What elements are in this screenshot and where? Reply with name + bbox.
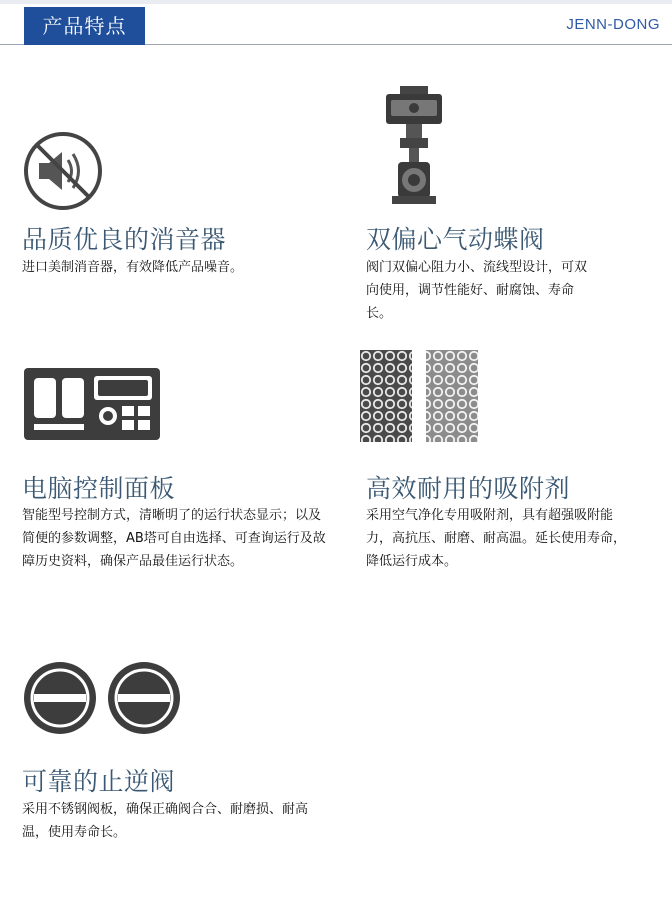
adsorbent-pattern-icon <box>360 350 480 442</box>
section-title-tab: 产品特点 <box>24 7 145 45</box>
header-top-strip <box>0 0 672 4</box>
brand-logo-text: JENN-DONG <box>566 16 660 33</box>
feature-title: 品质优良的消音器 <box>22 225 227 254</box>
check-valve-icon <box>22 660 182 736</box>
feature-description: 阀门双偏心阻力小、流线型设计，可双向使用，调节性能好、耐腐蚀、寿命长。 <box>366 260 588 321</box>
feature-description: 进口美制消音器，有效降低产品噪音。 <box>22 260 244 275</box>
feature-description: 采用空气净化专用吸附剂，具有超强吸附能力，高抗压、耐磨、耐高温。延长使用寿命，降低运行成本。 <box>366 508 627 569</box>
muted-speaker-icon <box>22 130 104 212</box>
feature-description: 智能型号控制方式，清晰明了的运行状态显示；以及简便的参数调整，AB塔可自由选择、可查询运行及故障历史资料，确保产品最佳运行状态。 <box>22 508 326 569</box>
feature-title: 高效耐用的吸附剂 <box>366 474 571 503</box>
feature-title: 可靠的止逆阀 <box>22 767 176 796</box>
control-panel-icon <box>24 368 160 440</box>
feature-description: 采用不锈钢阀板，确保正确阀合合、耐磨损、耐高温，使用寿命长。 <box>22 802 309 840</box>
feature-title: 电脑控制面板 <box>22 474 176 503</box>
feature-title: 双偏心气动蝶阀 <box>366 225 545 254</box>
pneumatic-butterfly-valve-icon <box>378 86 450 210</box>
